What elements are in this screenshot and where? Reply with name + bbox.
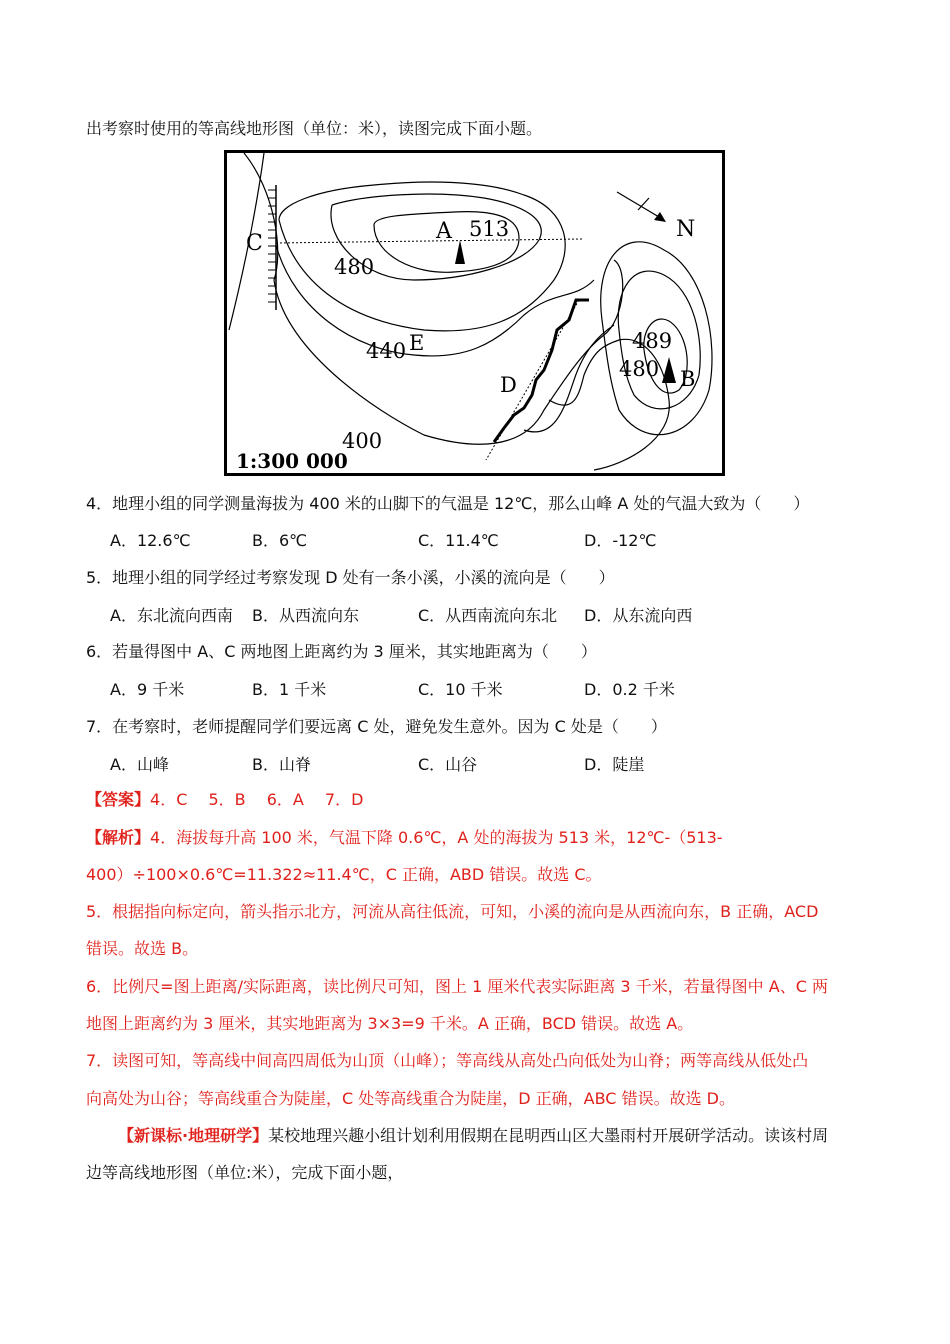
question-5-option-d: D．从东流向西 <box>584 606 693 625</box>
analysis-line-7: 7．读图可知，等高线中间高四周低为山顶（山峰）；等高线从高处凸向低处为山脊；两等高线从低处凸 <box>86 1051 809 1070</box>
next-section-line-2: 边等高线地形图（单位:米），完成下面小题， <box>86 1163 404 1182</box>
question-7-option-c: C．山谷 <box>418 755 478 774</box>
analysis-line-3: 5．根据指向标定向，箭头指示北方，河流从高往低流，可知，小溪的流向是从西流向东，B 正确，ACD <box>86 902 819 921</box>
analysis-line-1 <box>86 827 723 849</box>
north-arrow-head <box>654 212 666 222</box>
peak-a-triangle <box>455 240 465 264</box>
label-c: C <box>246 231 263 256</box>
question-5-option-c: C．从西南流向东北 <box>418 606 558 625</box>
question-4-option-c: C．11.4℃ <box>418 531 499 550</box>
analysis-text-1: 4．海拔每升高 100 米，气温下降 0.6℃，A 处的海拔为 513 米，12℃-（513- <box>150 828 723 847</box>
peak-b-triangle <box>662 357 676 383</box>
question-7-option-b: B．山脊 <box>252 755 311 774</box>
north-arrow-line <box>617 192 664 220</box>
question-6-stem: 6．若量得图中 A、C 两地图上距离约为 3 厘米，其实地距离为（ ） <box>86 642 597 661</box>
analysis-line-8: 向高处为山谷；等高线重合为陡崖，C 处等高线重合为陡崖，D 正确，ABC 错误。故选 D。 <box>86 1089 735 1108</box>
next-section-tag: 【新课标·地理研学】 <box>118 1126 269 1145</box>
contour-480-outer <box>279 182 565 331</box>
question-5-option-b: B．从西流向东 <box>252 606 359 625</box>
analysis-line-5: 6．比例尺=图上距离/实际距离，读比例尺可知，图上 1 厘米代表实际距离 3 千米，若量得图中 A、C 两 <box>86 977 828 996</box>
label-440: 440 <box>366 339 407 363</box>
question-6-option-c: C．10 千米 <box>418 680 503 699</box>
intro-text: 出考察时使用的等高线地形图（单位：米），读图完成下面小题。 <box>86 119 543 138</box>
answer-text: 4．C 5．B 6．A 7．D <box>150 790 364 809</box>
question-4-option-b: B．6℃ <box>252 531 308 550</box>
label-489: 489 <box>632 329 673 353</box>
question-6-option-b: B．1 千米 <box>252 680 327 699</box>
question-4-stem: 4．地理小组的同学测量海拔为 400 米的山脚下的气温是 12℃，那么山峰 A 处的气温大致为（ ） <box>86 494 810 513</box>
label-a: A <box>436 219 452 244</box>
next-section-text-1: 某校地理兴趣小组计划利用假期在昆明西山区大墨雨村开展研学活动。读该村周 <box>268 1126 829 1145</box>
next-section-line-1 <box>118 1125 828 1147</box>
question-7-option-d: D．陡崖 <box>584 755 645 774</box>
contour-440 <box>276 245 594 356</box>
label-400: 400 <box>342 429 383 453</box>
analysis-line-4: 错误。故选 B。 <box>86 939 199 958</box>
map-scale: 1:300 000 <box>236 449 348 473</box>
answer-tag: 【答案】 <box>86 790 151 809</box>
analysis-line-6: 地图上距离约为 3 厘米，其实地距离为 3×3=9 千米。A 正确，BCD 错误。故选 A。 <box>86 1014 694 1033</box>
question-5-stem: 5．地理小组的同学经过考察发现 D 处有一条小溪，小溪的流向是（ ） <box>86 568 615 587</box>
label-d: D <box>500 373 517 397</box>
question-6-option-a: A．9 千米 <box>110 680 185 699</box>
contour-map <box>224 150 725 476</box>
question-4-option-a: A．12.6℃ <box>110 531 191 550</box>
label-b: B <box>680 367 696 391</box>
question-7-option-a: A．山峰 <box>110 755 169 774</box>
question-7-stem: 7．在考察时，老师提醒同学们要远离 C 处，避免发生意外。因为 C 处是（ ） <box>86 717 667 736</box>
label-480-b: 480 <box>619 357 660 381</box>
stream <box>494 300 589 442</box>
dotted-line-ca <box>276 239 582 243</box>
analysis-line-2: 400）÷100×0.6℃=11.322≈11.4℃，C 正确，ABD 错误。故选 C。 <box>86 865 602 884</box>
contour-400 <box>244 153 623 444</box>
answer-line <box>86 789 363 811</box>
question-5-option-a: A．东北流向西南 <box>110 606 233 625</box>
question-6-option-d: D．0.2 千米 <box>584 680 675 699</box>
label-e: E <box>409 331 425 355</box>
label-n: N <box>676 217 696 242</box>
label-513: 513 <box>469 217 510 241</box>
label-480-top: 480 <box>334 255 375 279</box>
question-4-option-d: D．-12℃ <box>584 531 657 550</box>
analysis-tag: 【解析】 <box>86 828 151 847</box>
